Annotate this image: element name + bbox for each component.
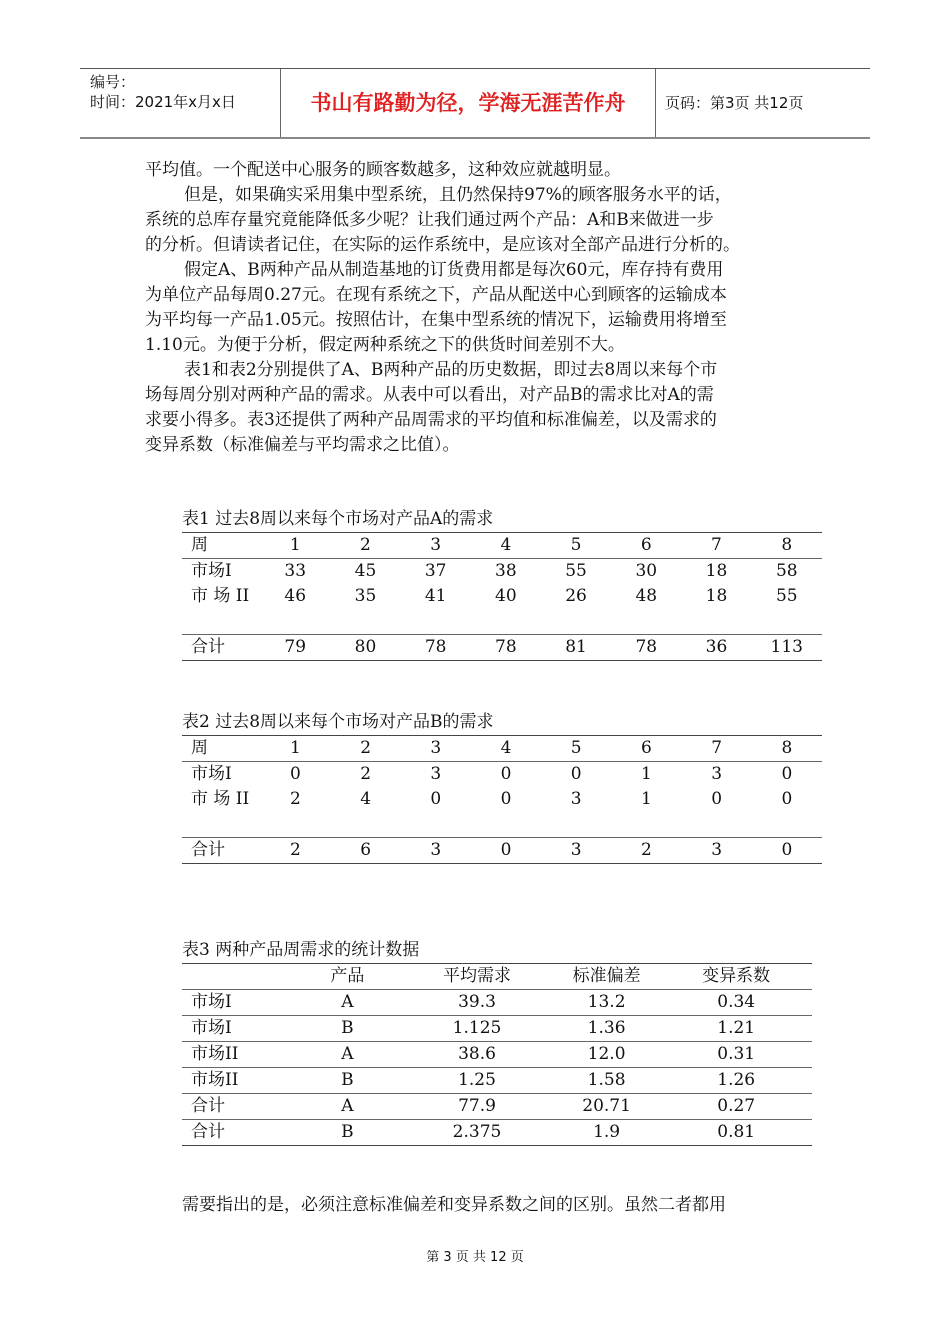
table-cell: 1.9: [553, 1120, 661, 1146]
table-cell: 周: [182, 533, 260, 559]
table-cell: 18: [681, 559, 751, 585]
table-cell: 市场I: [182, 990, 294, 1016]
table-row: [182, 533, 822, 559]
table-cell: 2: [331, 736, 401, 762]
table-cell: 2: [611, 837, 681, 863]
table-cell: 0: [752, 837, 822, 863]
table-cell: 39.3: [401, 990, 553, 1016]
table-cell: 产品: [294, 964, 402, 990]
table-row: [182, 1120, 812, 1146]
body-text: [145, 158, 815, 458]
table-row: [182, 559, 822, 585]
table2-caption: 表2 过去8周以来每个市场对产品B的需求: [182, 712, 494, 732]
table-cell: 37: [401, 559, 471, 585]
table-cell: 1: [641, 789, 652, 809]
table-cell: 80: [330, 634, 400, 660]
table-row: [182, 584, 822, 634]
table-cell: [182, 964, 294, 990]
table-cell: 变异系数: [660, 964, 812, 990]
text-line: 求要小得多。表3还提供了两种产品周需求的平均值和标准偏差，以及需求的: [145, 410, 717, 430]
table-cell: 3: [541, 837, 611, 863]
table-cell: 3: [401, 837, 471, 863]
table-cell: 市场I: [182, 1016, 294, 1042]
table-cell: 平均需求: [401, 964, 553, 990]
table-cell: 3: [570, 789, 582, 809]
table-cell: 市场II: [182, 1042, 294, 1068]
table-cell: A: [294, 990, 402, 1016]
table-row: [182, 634, 822, 660]
table-cell: 18: [705, 586, 728, 606]
table-cell: 8: [752, 736, 822, 762]
table-row: [182, 787, 822, 837]
table-cell: 周: [182, 736, 260, 762]
table-cell: 4: [471, 736, 541, 762]
table-cell: 41: [424, 586, 447, 606]
table-cell: B: [294, 1068, 402, 1094]
date-label: 时间：2021年x月x日: [90, 93, 236, 111]
number-label: 编号：: [90, 73, 136, 91]
table-cell: 3: [401, 533, 471, 559]
table-cell: 0: [471, 762, 541, 788]
table-cell: 合计: [182, 837, 260, 863]
table-cell: 3: [682, 762, 752, 788]
table-cell: 1: [611, 762, 681, 788]
table-cell: 3: [682, 837, 752, 863]
header-info: [80, 69, 280, 137]
table-cell: 0: [260, 762, 330, 788]
table-cell: 0: [781, 789, 793, 809]
table-cell: 1.25: [401, 1068, 553, 1094]
table-cell: 13.2: [553, 990, 661, 1016]
table-cell: 20.71: [553, 1094, 661, 1120]
table-cell: 7: [681, 533, 751, 559]
table-cell: 113: [752, 634, 822, 660]
table-cell: 2: [331, 762, 401, 788]
table-cell: 0: [471, 837, 541, 863]
table-cell: 48: [635, 586, 658, 606]
table-cell: 市场II: [182, 1068, 294, 1094]
table-cell: 市场I: [182, 559, 260, 585]
table-cell: 0.81: [660, 1120, 812, 1146]
table-cell: 58: [752, 559, 822, 585]
text-line: 1.10元。为便于分析，假定两种系统之下的供货时间差别不大。: [145, 335, 625, 355]
table-cell: A: [294, 1042, 402, 1068]
table-cell: B: [294, 1016, 402, 1042]
text-line: 变异系数（标准偏差与平均需求之比值）。: [145, 435, 460, 455]
motto: 书山有路勤为径，学海无涯苦作舟: [280, 69, 656, 137]
page-header: [80, 68, 870, 139]
table-row: [182, 736, 822, 762]
table-cell: 0.27: [660, 1094, 812, 1120]
page-label: 页码：第3页 共12页: [665, 94, 804, 112]
table-cell: 4: [360, 789, 372, 809]
table-cell: 5: [541, 533, 611, 559]
table-row: [182, 964, 812, 990]
table-cell: 1: [260, 736, 330, 762]
table-cell: 市场I: [182, 762, 260, 788]
table-cell: 4: [471, 533, 541, 559]
table-cell: 46: [284, 586, 307, 606]
text-line: 假定A、B两种产品从制造基地的订货费用都是每次60元，库存持有费用: [184, 260, 724, 280]
table-cell: 2: [260, 837, 330, 863]
table-cell: 55: [775, 586, 798, 606]
text-line: 场每周分别对两种产品的需求。从表中可以看出，对产品B的需求比对A的需: [145, 385, 714, 405]
table-cell: 6: [611, 736, 681, 762]
table-cell: 合计: [182, 634, 260, 660]
text-line: 的分析。但请读者记住，在实际的运作系统中，是应该对全部产品进行分析的。: [145, 235, 740, 255]
table-cell: 市 场 II: [191, 586, 250, 606]
table-cell: 合计: [182, 1120, 294, 1146]
table-row: [182, 1068, 812, 1094]
table-cell: 0: [500, 789, 512, 809]
closing-text: 需要指出的是，必须注意标准偏差和变异系数之间的区别。虽然二者都用: [182, 1195, 726, 1215]
table-row: [182, 1042, 812, 1068]
table-cell: 5: [541, 736, 611, 762]
table-cell: 1.21: [660, 1016, 812, 1042]
text-line: 为平均每一产品1.05元。按照估计，在集中型系统的情况下，运输费用将增至: [145, 310, 727, 330]
table-row: [182, 990, 812, 1016]
table-cell: 3: [401, 736, 471, 762]
table-cell: 1.58: [553, 1068, 661, 1094]
table-cell: 7: [682, 736, 752, 762]
table-cell: 1: [260, 533, 330, 559]
table-cell: 8: [752, 533, 822, 559]
table2: [182, 735, 822, 864]
table-cell: 79: [260, 634, 330, 660]
table-cell: 78: [471, 634, 541, 660]
table-cell: 2: [289, 789, 301, 809]
table3: [182, 963, 812, 1146]
table-cell: 6: [331, 837, 401, 863]
table1: [182, 532, 822, 661]
table-cell: 标准偏差: [553, 964, 661, 990]
table-cell: 市 场 II: [191, 789, 250, 809]
text-line: 但是，如果确实采用集中型系统，且仍然保持97%的顾客服务水平的话，: [184, 185, 732, 205]
table-cell: 55: [541, 559, 611, 585]
table-cell: B: [294, 1120, 402, 1146]
table-cell: 0: [430, 789, 442, 809]
table-cell: 81: [541, 634, 611, 660]
table-cell: 12.0: [553, 1042, 661, 1068]
table-cell: 0: [541, 762, 611, 788]
table-cell: 45: [330, 559, 400, 585]
table-cell: 2.375: [401, 1120, 553, 1146]
table3-caption: 表3 两种产品周需求的统计数据: [182, 940, 420, 960]
table-cell: 26: [565, 586, 587, 606]
table-cell: 77.9: [401, 1094, 553, 1120]
table-cell: 36: [681, 634, 751, 660]
table-cell: 3: [401, 762, 471, 788]
table-cell: 0.31: [660, 1042, 812, 1068]
page-footer: 第 3 页 共 12 页: [426, 1250, 524, 1265]
table-cell: 0: [711, 789, 723, 809]
table1-caption: 表1 过去8周以来每个市场对产品A的需求: [182, 509, 494, 529]
table-cell: 35: [354, 586, 377, 606]
text-line: 系统的总库存量究竟能降低多少呢？让我们通过两个产品：A和B来做进一步: [145, 210, 714, 230]
table-row: [182, 1094, 812, 1120]
text-line: 平均值。一个配送中心服务的顾客数越多，这种效应就越明显。: [145, 160, 621, 180]
table-cell: 38.6: [401, 1042, 553, 1068]
table-row: [182, 837, 822, 863]
table-row: [182, 1016, 812, 1042]
table-cell: 30: [611, 559, 681, 585]
table-cell: 1.125: [401, 1016, 553, 1042]
table-cell: 78: [401, 634, 471, 660]
table-cell: 合计: [182, 1094, 294, 1120]
table-cell: 38: [471, 559, 541, 585]
table-cell: 0: [752, 762, 822, 788]
table-cell: 6: [611, 533, 681, 559]
table-cell: 78: [611, 634, 681, 660]
table-cell: 40: [495, 586, 517, 606]
table-cell: 1.36: [553, 1016, 661, 1042]
table-cell: 33: [260, 559, 330, 585]
table-cell: A: [294, 1094, 402, 1120]
table-row: [182, 762, 822, 788]
table-cell: 1.26: [660, 1068, 812, 1094]
text-line: 为单位产品每周0.27元。在现有系统之下，产品从配送中心到顾客的运输成本: [145, 285, 727, 305]
text-line: 表1和表2分别提供了A、B两种产品的历史数据，即过去8周以来每个市: [184, 360, 718, 380]
table-cell: 2: [330, 533, 400, 559]
table-cell: 0.34: [660, 990, 812, 1016]
